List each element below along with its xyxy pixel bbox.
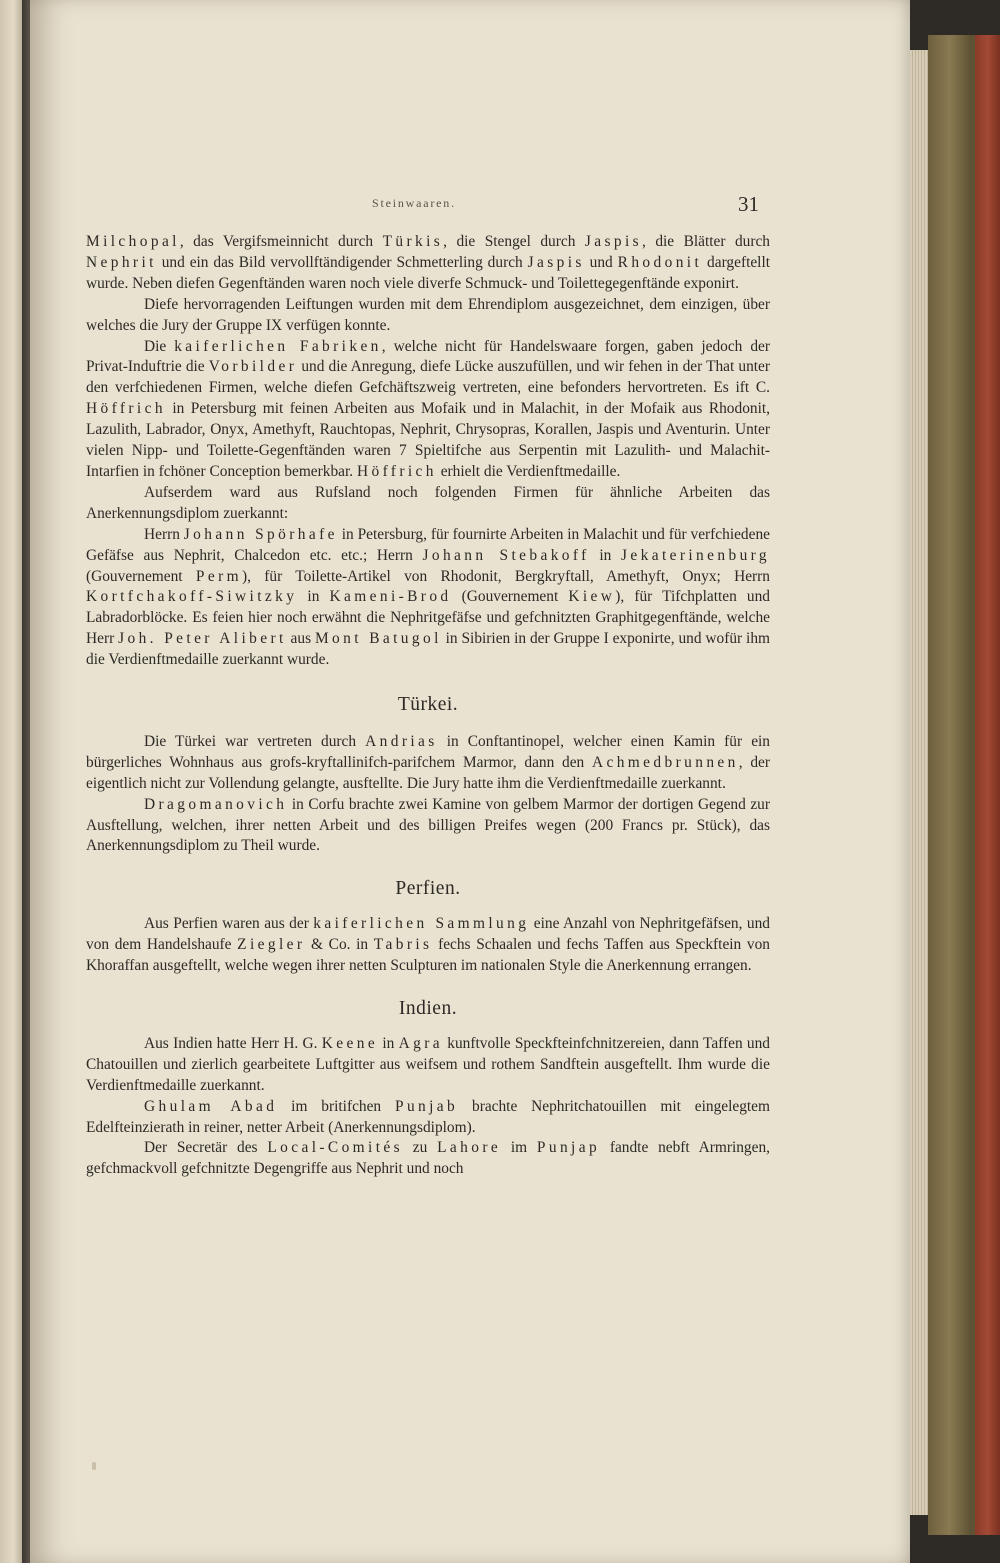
paragraph: Dragomanovich in Corfu brachte zwei Kamine von gelbem Marmor der dortigen Gegend zur Ausftellung, welchen, ihrer netten Arbeit und des billigen Preifes wegen (200 Francs pr. Stück), das Anerkennungsdiplom zu Theil wurde. xyxy=(86,795,770,855)
section-heading-persia: Perfien. xyxy=(395,878,461,900)
left-page-edge xyxy=(0,0,22,1563)
page-number: 31 xyxy=(738,192,759,216)
paragraph: Aufserdem ward aus Rufsland noch folgenden Firmen für ähnliche Arbeiten das Anerkennungsdiplom zuerkannt: xyxy=(86,483,770,522)
paragraph: Diefe hervorragenden Leiftungen wurden mit dem Ehrendiplom ausgezeichnet, dem einzigen, über welches die Jury der Gruppe IX verfügen konnte. xyxy=(86,295,770,334)
book-cover-binding xyxy=(975,35,1000,1535)
paragraph: Der Secretär des Local-Comités zu Lahore im Punjap fandte nebft Armringen, gefchmackvoll gefchnitzte Degengriffe aus Nephrit und noch xyxy=(86,1139,770,1178)
paragraph: Milchopal, das Vergifsmeinnicht durch Türkis, die Stengel durch Jaspis, die Blätter durch Nephrit und ein das Bild vervollftändigender Schmetterling durch Jaspis und Rhodonit dargeftellt wurde. Neben diefen Gegenftänden waren noch viele diverfe Schmuck- und Toilettegegenftände exponirt. xyxy=(86,233,771,292)
paper-blemish xyxy=(92,1462,96,1470)
paragraph: Die kaiferlichen Fabriken, welche nicht für Handelswaare forgen, gaben jedoch der Privat-Induftrie die Vorbilder und die Anregung, diefe Lücke auszufüllen, und wir fehen in der That unter den verfchiedenen Firmen, welche diefen Gefchäftszweig vertreten, eine befonders hervortreten. Es ift C. Höffrich in Petersburg mit feinen Arbeiten aus Mofaik und in Malachit, in der Mofaik aus Rhodonit, Lazulith, Labrador, Onyx, Amethyft, Rauchtopas, Nephrit, Chrysopras, Korallen, Jaspis und Aventurin. Unter vielen Nipp- und Toilette-Gegenftänden waren 7 Spieltifche aus Serpentin mit Lazulith- und Malachit-Intarfien in fchöner Conception bemerkbar. Höffrich erhielt die Verdienftmedaille. xyxy=(86,337,771,480)
paragraph: Die Türkei war vertreten durch Andrias in Conftantinopel, welcher einen Kamin für ein bürgerliches Wohnhaus aus grofs-kryftallinifch-parifchem Marmor, dann den Achmedbrunnen, der eigentlich nicht zur Vollendung gelangte, ausftellte. Die Jury hatte ihm die Verdienftmedaille zuerkannt. xyxy=(86,732,770,792)
running-head: Steinwaaren. xyxy=(372,196,456,210)
book-gutter xyxy=(22,0,30,1563)
page-block-edge xyxy=(910,50,928,1515)
paragraph: Ghulam Abad im britifchen Punjab brachte Nephritchatouillen mit eingelegtem Edelfteinzierath in reiner, netter Arbeit (Anerkennungsdiplom). xyxy=(86,1097,770,1136)
page-header xyxy=(0,192,1000,222)
page-body xyxy=(86,232,770,1180)
paragraph: Aus Perfien waren aus der kaiferlichen Sammlung eine Anzahl von Nephritgefäfsen, und von dem Handelshaufe Ziegler & Co. in Tabris fechs Schaalen und fechs Taffen aus Speckftein von Khoraffan ausgeftellt, welche wegen ihrer netten Sculpturen im nationalen Style die Anerkennung errangen. xyxy=(86,915,771,975)
section-heading-turkey: Türkei. xyxy=(397,694,459,716)
paragraph: Herrn Johann Spörhafe in Petersburg, für fournirte Arbeiten in Malachit und für verfchiedene Gefäfse aus Nephrit, Chalcedon etc. etc.; Herrn Johann Stebakoff in Jekaterinenburg (Gouvernement Perm), für Toilette-Artikel von Rhodonit, Bergkryftall, Amethyft, Onyx; Herrn Kortfchakoff-Siwitzky in Kameni-Brod (Gouvernement Kiew), für Tifchplatten und Labradorblöcke. Es feien hier noch erwähnt die Nephritgefäfse und gefchnitzten Graphitgegenftände, welche Herr Joh. Peter Alibert aus Mont Batugol in Sibirien in der Gruppe I exponirte, und wofür ihm die Verdienftmedaille zuerkannt wurde. xyxy=(86,525,771,669)
paragraph: Aus Indien hatte Herr H. G. Keene in Agra kunftvolle Speckfteinfchnitzereien, dann Taffen und Chatouillen und zierlich gearbeitete Luftgitter aus weifsem und rothem Sandftein ausgeftellt. Ihm wurde die Verdienftmedaille zuerkannt. xyxy=(86,1034,771,1094)
section-heading-india: Indien. xyxy=(398,998,458,1019)
